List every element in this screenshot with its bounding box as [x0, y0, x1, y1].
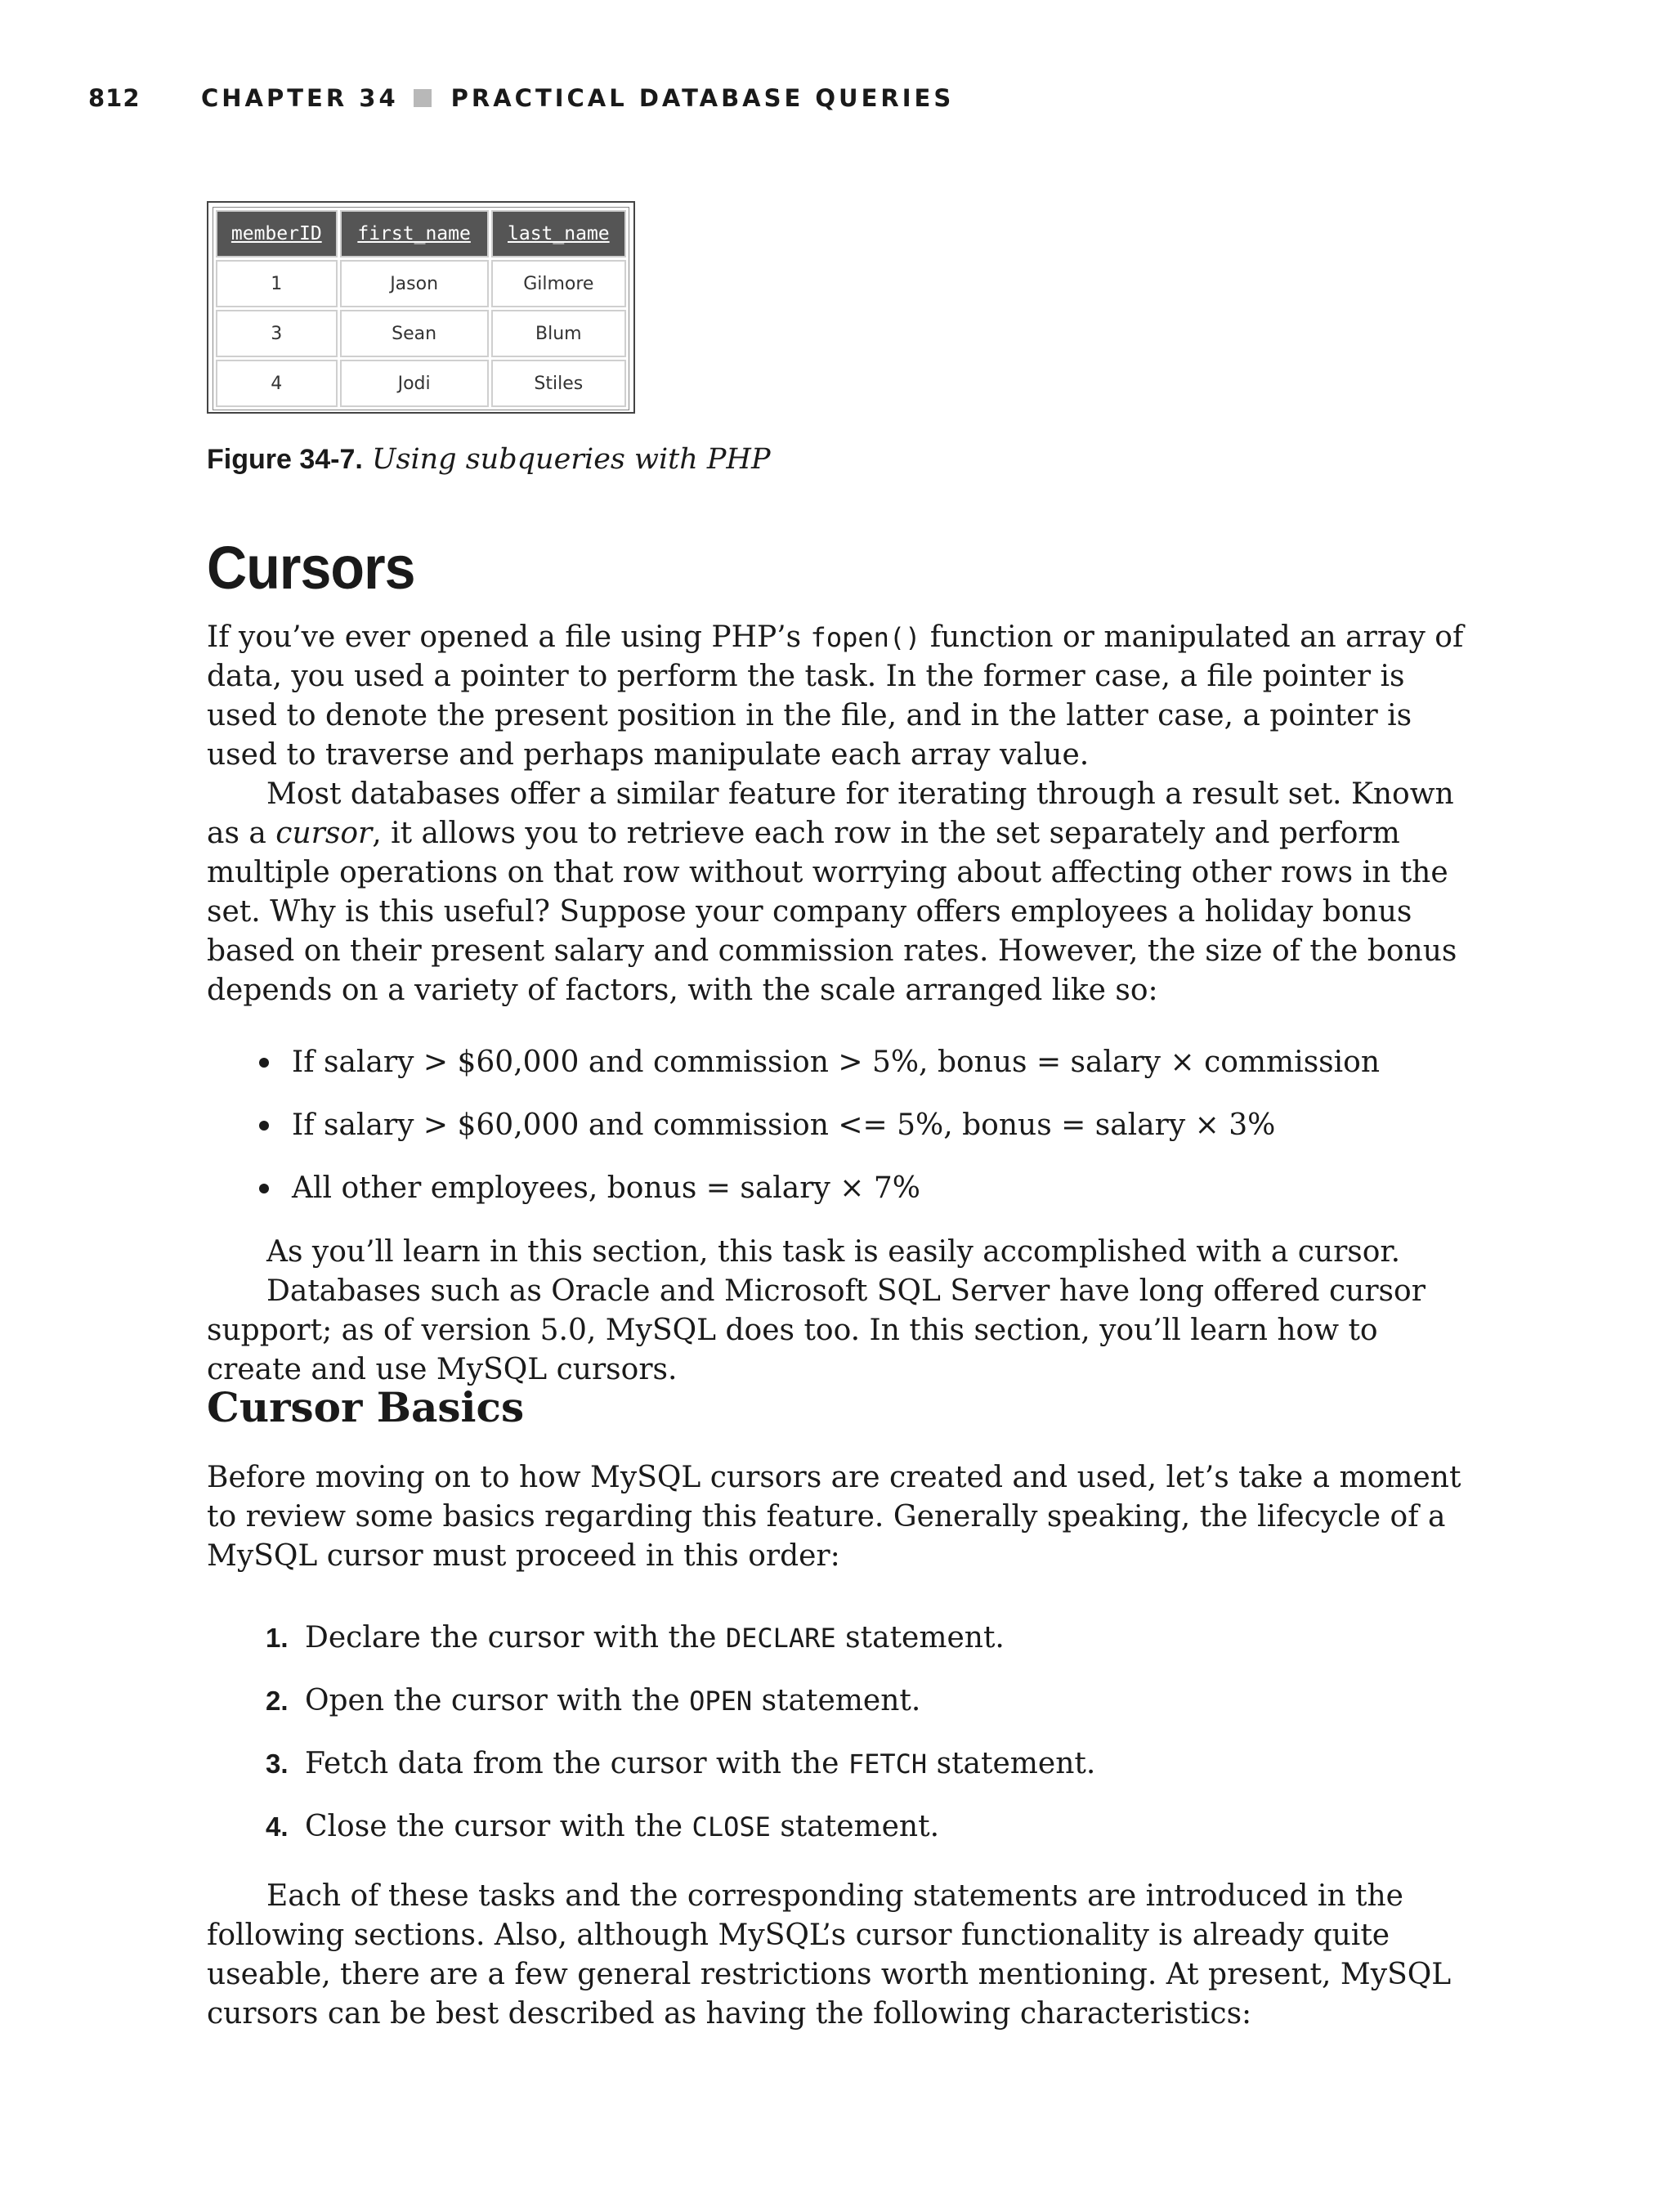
inline-code: OPEN: [689, 1686, 753, 1717]
inline-code: DECLARE: [725, 1623, 836, 1654]
step-text: Declare the cursor with the: [305, 1621, 726, 1655]
column-header[interactable]: first_name: [340, 210, 489, 257]
step-text: Close the cursor with the: [305, 1810, 692, 1843]
paragraph: [207, 618, 1466, 775]
figure-caption: [207, 440, 771, 479]
running-head: [88, 82, 954, 114]
table-cell: 3: [216, 310, 338, 357]
subsection-title: Cursor Basics: [207, 1383, 525, 1431]
member-table: [213, 207, 629, 410]
table-cell: Sean: [340, 310, 489, 357]
subsection-closing: [207, 1877, 1466, 2034]
paragraph-text: function or manipulated an array of data, you used a pointer to perform the task. In the former case, a file pointer is used to denote the present position in the file, and in the latter case, a pointer is used to traverse and perhaps manipulate each array value.: [207, 620, 1464, 772]
step-text: statement.: [770, 1810, 940, 1843]
table-cell: Jodi: [340, 360, 489, 407]
step-number: 3.: [266, 1749, 289, 1779]
bullet-icon: [259, 1058, 269, 1068]
chapter-label: CHAPTER 34: [201, 84, 399, 112]
table-cell: Stiles: [491, 360, 626, 407]
paragraph-text: If you’ve ever opened a file using PHP’s: [207, 620, 811, 654]
figure-table: [207, 201, 635, 414]
bonus-rules-list: [257, 1043, 1402, 1232]
list-item-text: If salary > $60,000 and commission <= 5%, bonus = salary × 3%: [292, 1108, 1276, 1142]
step-number: 4.: [266, 1811, 289, 1842]
figure-caption-text: Using subqueries with PHP: [371, 443, 771, 476]
paragraph: Before moving on to how MySQL cursors are created and used, let’s take a moment to review some basics regarding this feature. Generally speaking, the lifecycle of a MySQL cursor must proceed in this order:: [207, 1461, 1461, 1573]
list-item: [257, 1169, 1402, 1232]
table-row: [216, 360, 626, 407]
step-text: Fetch data from the cursor with the: [305, 1747, 848, 1780]
list-item-text: All other employees, bonus = salary × 7%: [292, 1171, 920, 1205]
step-text: statement.: [927, 1747, 1096, 1780]
section-title: Cursors: [207, 534, 415, 602]
inline-code: fopen(): [810, 622, 921, 653]
step-text: statement.: [835, 1621, 1005, 1655]
paragraph: [207, 775, 1466, 1010]
table-cell: 1: [216, 260, 338, 307]
bullet-icon: [259, 1184, 269, 1193]
step-number: 2.: [266, 1686, 289, 1716]
step-text: Open the cursor with the: [305, 1684, 690, 1717]
paragraph-text: , it allows you to retrieve each row in the set separately and perform multiple operations on that row without worrying about affecting other rows in the set. Why is this useful? Suppose your company offers employees a holiday bonus based on their present salary and commission rates. However, the size of the bonus depends on a variety of factors, with the scale arranged like so:: [207, 817, 1457, 1007]
subsection-intro: [207, 1458, 1466, 1576]
table-cell: Jason: [340, 260, 489, 307]
section-body-continued: [207, 1233, 1466, 1390]
emphasis: cursor: [275, 817, 373, 850]
list-item-text: If salary > $60,000 and commission > 5%, bonus = salary × commission: [292, 1046, 1381, 1079]
table-row: [216, 310, 626, 357]
list-item: [257, 1106, 1402, 1169]
step-item: [266, 1807, 1410, 1870]
paragraph: Databases such as Oracle and Microsoft SQL Server have long offered cursor support; as of version 5.0, MySQL does too. In this section, you’ll learn how to create and use MySQL cursors.: [207, 1274, 1426, 1386]
cursor-lifecycle-steps: [266, 1619, 1410, 1870]
step-number: 1.: [266, 1623, 289, 1653]
step-item: [266, 1744, 1410, 1807]
table-cell: 4: [216, 360, 338, 407]
paragraph: As you’ll learn in this section, this task is easily accomplished with a cursor.: [266, 1235, 1401, 1269]
step-item: [266, 1619, 1410, 1681]
table-cell: Gilmore: [491, 260, 626, 307]
column-header[interactable]: last_name: [491, 210, 626, 257]
inline-code: CLOSE: [692, 1811, 771, 1843]
table-header-row: [216, 210, 626, 257]
table-row: [216, 260, 626, 307]
paragraph: Each of these tasks and the corresponding statements are introduced in the following sections. Also, although MySQL’s cursor functionality is already quite useable, there are a few general restrictions worth mentioning. At present, MySQL cursors can be best described as having the following characteristics:: [207, 1879, 1452, 2031]
column-header[interactable]: memberID: [216, 210, 338, 257]
step-item: [266, 1681, 1410, 1744]
table-cell: Blum: [491, 310, 626, 357]
header-separator: [414, 89, 432, 107]
page-number: 812: [88, 84, 141, 112]
list-item: [257, 1043, 1402, 1106]
figure-caption-label: Figure 34-7.: [207, 444, 363, 475]
inline-code: FETCH: [848, 1749, 928, 1780]
chapter-title: PRACTICAL DATABASE QUERIES: [450, 84, 955, 112]
step-text: statement.: [752, 1684, 921, 1717]
paragraph-text: Most databases offer a similar feature for iterating through a result set. Known as a: [207, 777, 1454, 850]
bullet-icon: [259, 1121, 269, 1131]
section-body: [207, 618, 1466, 1010]
